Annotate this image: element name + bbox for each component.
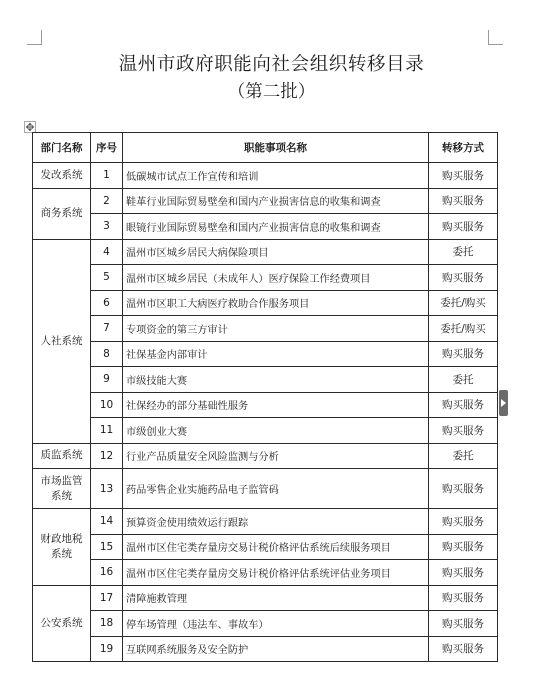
table-move-handle-icon[interactable]: ✥ [25,121,35,134]
seq-cell: 12 [91,443,123,469]
header-dept: 部门名称 [33,133,91,163]
transfer-method-cell: 购买服务 [429,163,498,189]
transfer-method-cell: 购买服务 [429,265,498,291]
transfer-method-cell: 购买服务 [429,188,498,214]
document-title: 温州市政府职能向社会组织转移目录 [118,54,425,75]
transfer-method-cell: 购买服务 [429,509,498,535]
function-name-cell: 停车场管理（违法车、事故车） [123,611,429,637]
seq-cell: 16 [91,560,123,586]
dept-cell: 商务系统 [33,188,91,239]
seq-cell: 3 [91,214,123,240]
table-row [33,509,498,535]
transfer-method-cell: 购买服务 [429,636,498,662]
seq-cell: 11 [91,418,123,444]
function-name-cell: 专项资金的第三方审计 [123,316,429,342]
function-name-cell: 社保基金内部审计 [123,341,429,367]
seq-cell: 14 [91,509,123,535]
transfer-method-cell: 购买服务 [429,585,498,611]
page-corner-mark-top-right [488,30,503,45]
table-row [33,290,498,316]
table-row [33,469,498,509]
transfer-method-cell: 购买服务 [429,418,498,444]
seq-cell: 19 [91,636,123,662]
table-row [33,214,498,240]
function-name-cell: 低碳城市试点工作宣传和培训 [123,163,429,189]
seq-cell: 1 [91,163,123,189]
function-name-cell: 温州市区职工大病医疗救助合作服务项目 [123,290,429,316]
page-corner-mark-top-left [27,30,42,45]
seq-cell: 13 [91,469,123,509]
table-row [33,239,498,265]
table-row [33,188,498,214]
document-subtitle: （第二批） [227,82,316,102]
seq-cell: 2 [91,188,123,214]
table-row [33,560,498,586]
seq-cell: 15 [91,534,123,560]
seq-cell: 4 [91,239,123,265]
transfer-method-cell: 购买服务 [429,611,498,637]
dept-cell: 财政地税系统 [33,509,91,586]
function-name-cell: 预算资金使用绩效运行跟踪 [123,509,429,535]
table-row [33,265,498,291]
table-row [33,585,498,611]
function-name-cell: 社保经办的部分基础性服务 [123,392,429,418]
seq-cell: 7 [91,316,123,342]
table-row [33,534,498,560]
function-name-cell: 温州市区住宅类存量房交易计税价格评估系统评估业务项目 [123,560,429,586]
transfer-method-cell: 委托 [429,239,498,265]
function-name-cell: 温州市区住宅类存量房交易计税价格评估系统后续服务项目 [123,534,429,560]
dept-cell: 质监系统 [33,443,91,469]
function-name-cell: 清障施救管理 [123,585,429,611]
header-transfer-method: 转移方式 [429,133,498,163]
table-row [33,367,498,393]
table-row [33,636,498,662]
header-function-name: 职能事项名称 [123,133,429,163]
seq-cell: 10 [91,392,123,418]
table-row [33,443,498,469]
function-name-cell: 温州市区城乡居民大病保险项目 [123,239,429,265]
function-transfer-table [32,132,498,662]
transfer-method-cell: 购买服务 [429,469,498,509]
transfer-method-cell: 委托/购买 [429,290,498,316]
transfer-method-cell: 购买服务 [429,214,498,240]
transfer-method-cell: 购买服务 [429,341,498,367]
table-row [33,611,498,637]
seq-cell: 6 [91,290,123,316]
transfer-method-cell: 购买服务 [429,392,498,418]
table-row [33,392,498,418]
function-name-cell: 鞋革行业国际贸易壁垒和国内产业损害信息的收集和调查 [123,188,429,214]
function-name-cell: 药品零售企业实施药品电子监管码 [123,469,429,509]
dept-cell: 人社系统 [33,239,91,443]
table-row [33,341,498,367]
seq-cell: 9 [91,367,123,393]
table-row [33,163,498,189]
transfer-method-cell: 购买服务 [429,534,498,560]
dept-cell: 市场监管系统 [33,469,91,509]
table-header-row [33,133,498,163]
seq-cell: 5 [91,265,123,291]
transfer-method-cell: 委托 [429,443,498,469]
function-name-cell: 市级创业大赛 [123,418,429,444]
dept-cell: 公安系统 [33,585,91,662]
seq-cell: 18 [91,611,123,637]
dept-cell: 发改系统 [33,163,91,189]
function-name-cell: 市级技能大赛 [123,367,429,393]
table-row [33,316,498,342]
seq-cell: 8 [91,341,123,367]
function-name-cell: 眼镜行业国际贸易壁垒和国内产业损害信息的收集和调查 [123,214,429,240]
seq-cell: 17 [91,585,123,611]
function-name-cell: 温州市区城乡居民（未成年人）医疗保险工作经费项目 [123,265,429,291]
transfer-method-cell: 委托 [429,367,498,393]
function-name-cell: 互联网系统服务及安全防护 [123,636,429,662]
table-row [33,418,498,444]
header-seq: 序号 [91,133,123,163]
function-name-cell: 行业产品质量安全风险监测与分析 [123,443,429,469]
transfer-method-cell: 购买服务 [429,560,498,586]
transfer-method-cell: 委托/购买 [429,316,498,342]
side-panel-toggle-icon[interactable] [499,390,508,416]
